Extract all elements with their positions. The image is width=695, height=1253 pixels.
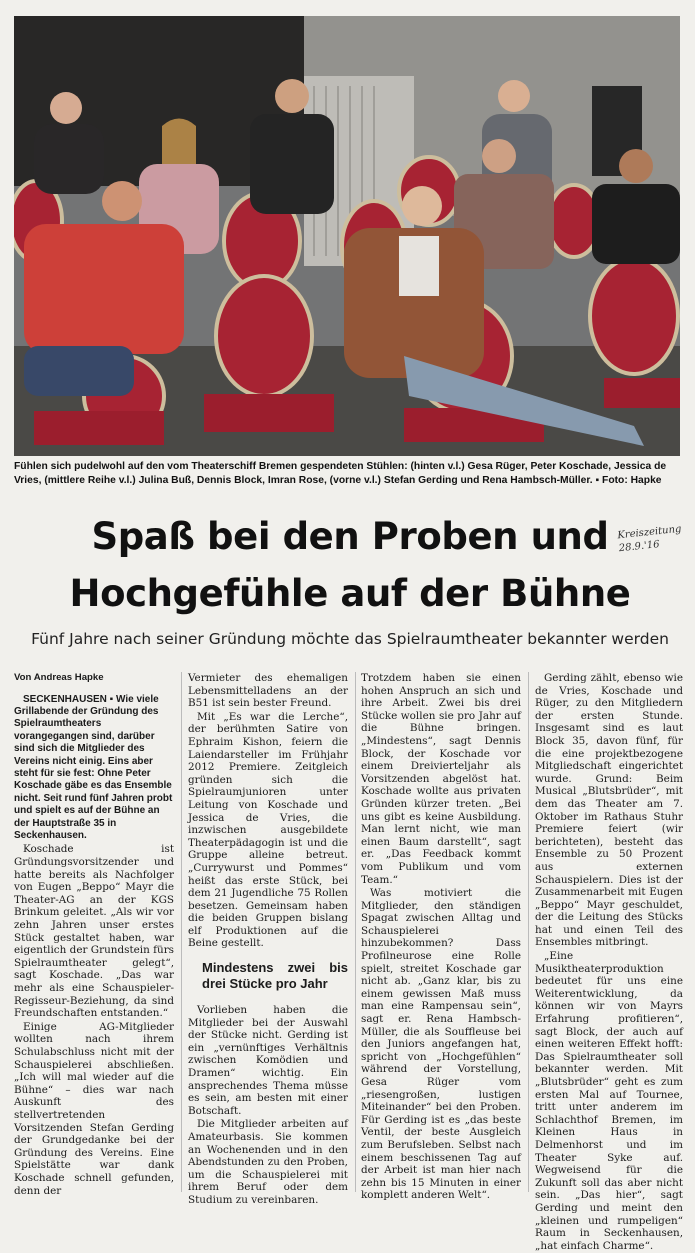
- photo-caption: Fühlen sich pudelwohl auf den vom Theaterschiff Bremen gespendeten Stühlen: (hinten v.l.) Gesa Rüger, Peter Koschade, Jessica de Vries, (mittlere Reihe v.l.) Julina Buß, Dennis Block, Imran Rose, (vorne v.l.) Stefan Gerding und Rena Hambsch-Müller. ▪ Foto: Hapke: [14, 461, 667, 486]
- photo-illustration: [14, 16, 680, 456]
- headline: [10, 508, 690, 622]
- column-divider: [181, 672, 182, 1192]
- paragraph: Vorlieben haben die Mitglieder bei der Auswahl der Stücke nicht. Gerding ist ein „vernünftiges Verhältnis zwischen Komödien und Dramen“ wichtig. Ein ansprechendes Thema müsse es sein, am besten mit einer Botschaft.: [188, 1004, 348, 1117]
- paragraph: Trotzdem haben sie einen hohen Anspruch an sich und ihre Arbeit. Zwei bis drei Stücke wollen sie pro Jahr auf die Bühne bringen. „Mindestens“, sagt Dennis Block, der Koschade vor einem Dreivierteljahr als Vorsitzenden abgelöst hat. Koschade wollte aus privaten Gründen kürzer treten. „Bei uns gibt es keine Ausbildung. Man lernt nicht, wie man einen Baum darstellt“, sagt er. „Das Feedback kommt vom Publikum und vom Team.“: [361, 672, 521, 886]
- column-divider: [528, 672, 529, 1192]
- section-subtitle: Mindestens zwei bis drei Stücke pro Jahr: [202, 960, 348, 992]
- paragraph: Was motiviert die Mitglieder, den ständigen Spagat zwischen Alltag und Schauspielerei hinzubekommen? Dass Profilneurose eine Rolle spielt, streitet Koschade gar nicht ab. „Ganz klar, bis zu einem gewissen Maß muss man eine Rampensau sein“, sagt er. Rena Hambsch-Müller, die als Souffleuse bei den Juniors angefangen hat, spricht von „Hochgefühlen“ während der Vorstellung, Gesa Rüger vom „riesengroßen, lustigen Miteinander“ bei den Proben. Für Gerding ist es „das beste Ventil, der beste Ausgleich zum Berufsleben. Selbst nach einem beschissenen Tag auf der Arbeit ist man hier nach zehn bis 15 Minuten in einer komplett anderen Welt“.: [361, 887, 521, 1202]
- column-2: [188, 672, 348, 1208]
- column-1: [14, 672, 174, 1198]
- handnote-source: Kreiszeitung: [616, 523, 682, 542]
- paragraph: Die Mitglieder arbeiten auf Amateurbasis. Sie kommen an Wochenenden und in den Abendstunden zu den Proben, um die Schauspielerei mit ihrem Beruf oder dem Studium zu vereinbaren.: [188, 1118, 348, 1206]
- byline: Von Andreas Hapke: [14, 672, 104, 683]
- headline-line-2: Hochgefühle auf der Bühne: [69, 572, 631, 615]
- paragraph: Mit „Es war die Lerche“, der berühmten Satire von Ephraim Kishon, feiern die Laiendarsteller im Frühjahr 2012 Premiere. Zeitgleich gründen sich die Spielraumjunioren unter Leitung von Koschade und Jessica de Vries, die inzwischen ausgebildete Theaterpädagogin ist und die Gruppe alleine betreut. „Currywurst und Pommes“ heißt das erste Stück, bei dem 21 Jugendliche 75 Rollen besetzen. Gemeinsam haben die beiden Gruppen bislang elf Produktionen auf die Beine gestellt.: [188, 710, 348, 950]
- subheadline: Fünf Jahre nach seiner Gründung möchte das Spielraumtheater bekannter werden: [31, 630, 669, 648]
- column-divider: [355, 672, 356, 1192]
- paragraph: Einige AG-Mitglieder wollten nach ihrem Schulabschluss nicht mit der Schauspielerei abschließen. „Ich will mal wieder auf die Bühne“ – dies war nach Auskunft des stellvertretenden Vorsitzenden Stefan Gerding der Grundgedanke bei der Gründung des Vereins. Eine Spielstätte war dank Koschade schnell gefunden, denn der: [14, 1020, 174, 1197]
- paragraph: „Eine Musiktheaterproduktion bedeutet für uns eine Weiterentwicklung, da können wir von Mayrs Erfahrung profitieren“, sagt Block, der auch auf einen weiteren Effekt hofft: Das Spielraumtheater soll bekannter werden. Mit „Blutsbrüder“ geht es zum ersten Mal auf Tournee, tritt unter anderem im Schlachthof Bremen, im Kleinen Haus in Delmenhorst und im Theater Syke auf. Wegweisend für die Zukunft soll das aber nicht sein. „Das hier“, sagt Gerding und meint den „kleinen und rumpeligen“ Raum in Seckenhausen, „hat einfach Charme“.: [535, 950, 683, 1252]
- lead-paragraph: SECKENHAUSEN ▪ Wie viele Grillabende der Gründung des Spielraumtheaters vorangegangen sind, darüber sind sich die Mitglieder des Vereins nicht einig. Eins aber steht für sie fest: Ohne Peter Koschade gäbe es das Ensemble nicht. Seit rund fünf Jahren probt und spielt es auf der Bühne an der Hauptstraße 35 in Seckenhausen.: [14, 693, 173, 842]
- group-photo: [14, 16, 680, 456]
- paragraph: Gerding zählt, ebenso wie de Vries, Koschade und Rüger, zu den Mitgliedern der ersten Stunde. Insgesamt sind es laut Block 35, davon fünf, für die eine projektbezogene Mitgliedschaft eingerichtet wurde. Grund: Beim Musical „Blutsbrüder“, mit dem das Theater am 7. Oktober im Rathaus Stuhr Premiere feiert (wir berichteten), besteht das Ensemble zu 50 Prozent aus externen Schauspielern. Dies ist der Zusammenarbeit mit Eugen „Beppo“ Mayr geschuldet, der die Leitung des Stücks hat und einen Teil des Ensembles mitbringt.: [535, 672, 683, 949]
- headline-line-1: Spaß bei den Proben und: [91, 515, 609, 558]
- column-4: [535, 672, 683, 1253]
- paragraph: Koschade ist Gründungsvorsitzender und hatte bereits als Nachfolger von Eugen „Beppo“ Mayr die Theater-AG an der KGS Brinkum geleitet. „Als wir vor zehn Jahren unser erstes Stück gestaltet haben, war eigentlich der Grundstein fürs Spielraumtheater gelegt“, sagt Koschade. „Das war mehr als eine Schauspieler-Regisseur-Beziehung, da sind Freundschaften entstanden.“: [14, 843, 174, 1020]
- column-3: [361, 672, 521, 1203]
- handnote-date: 28.9.'16: [618, 539, 661, 555]
- paragraph: Vermieter des ehemaligen Lebensmittelladens an der B51 ist sein bester Freund.: [188, 672, 348, 710]
